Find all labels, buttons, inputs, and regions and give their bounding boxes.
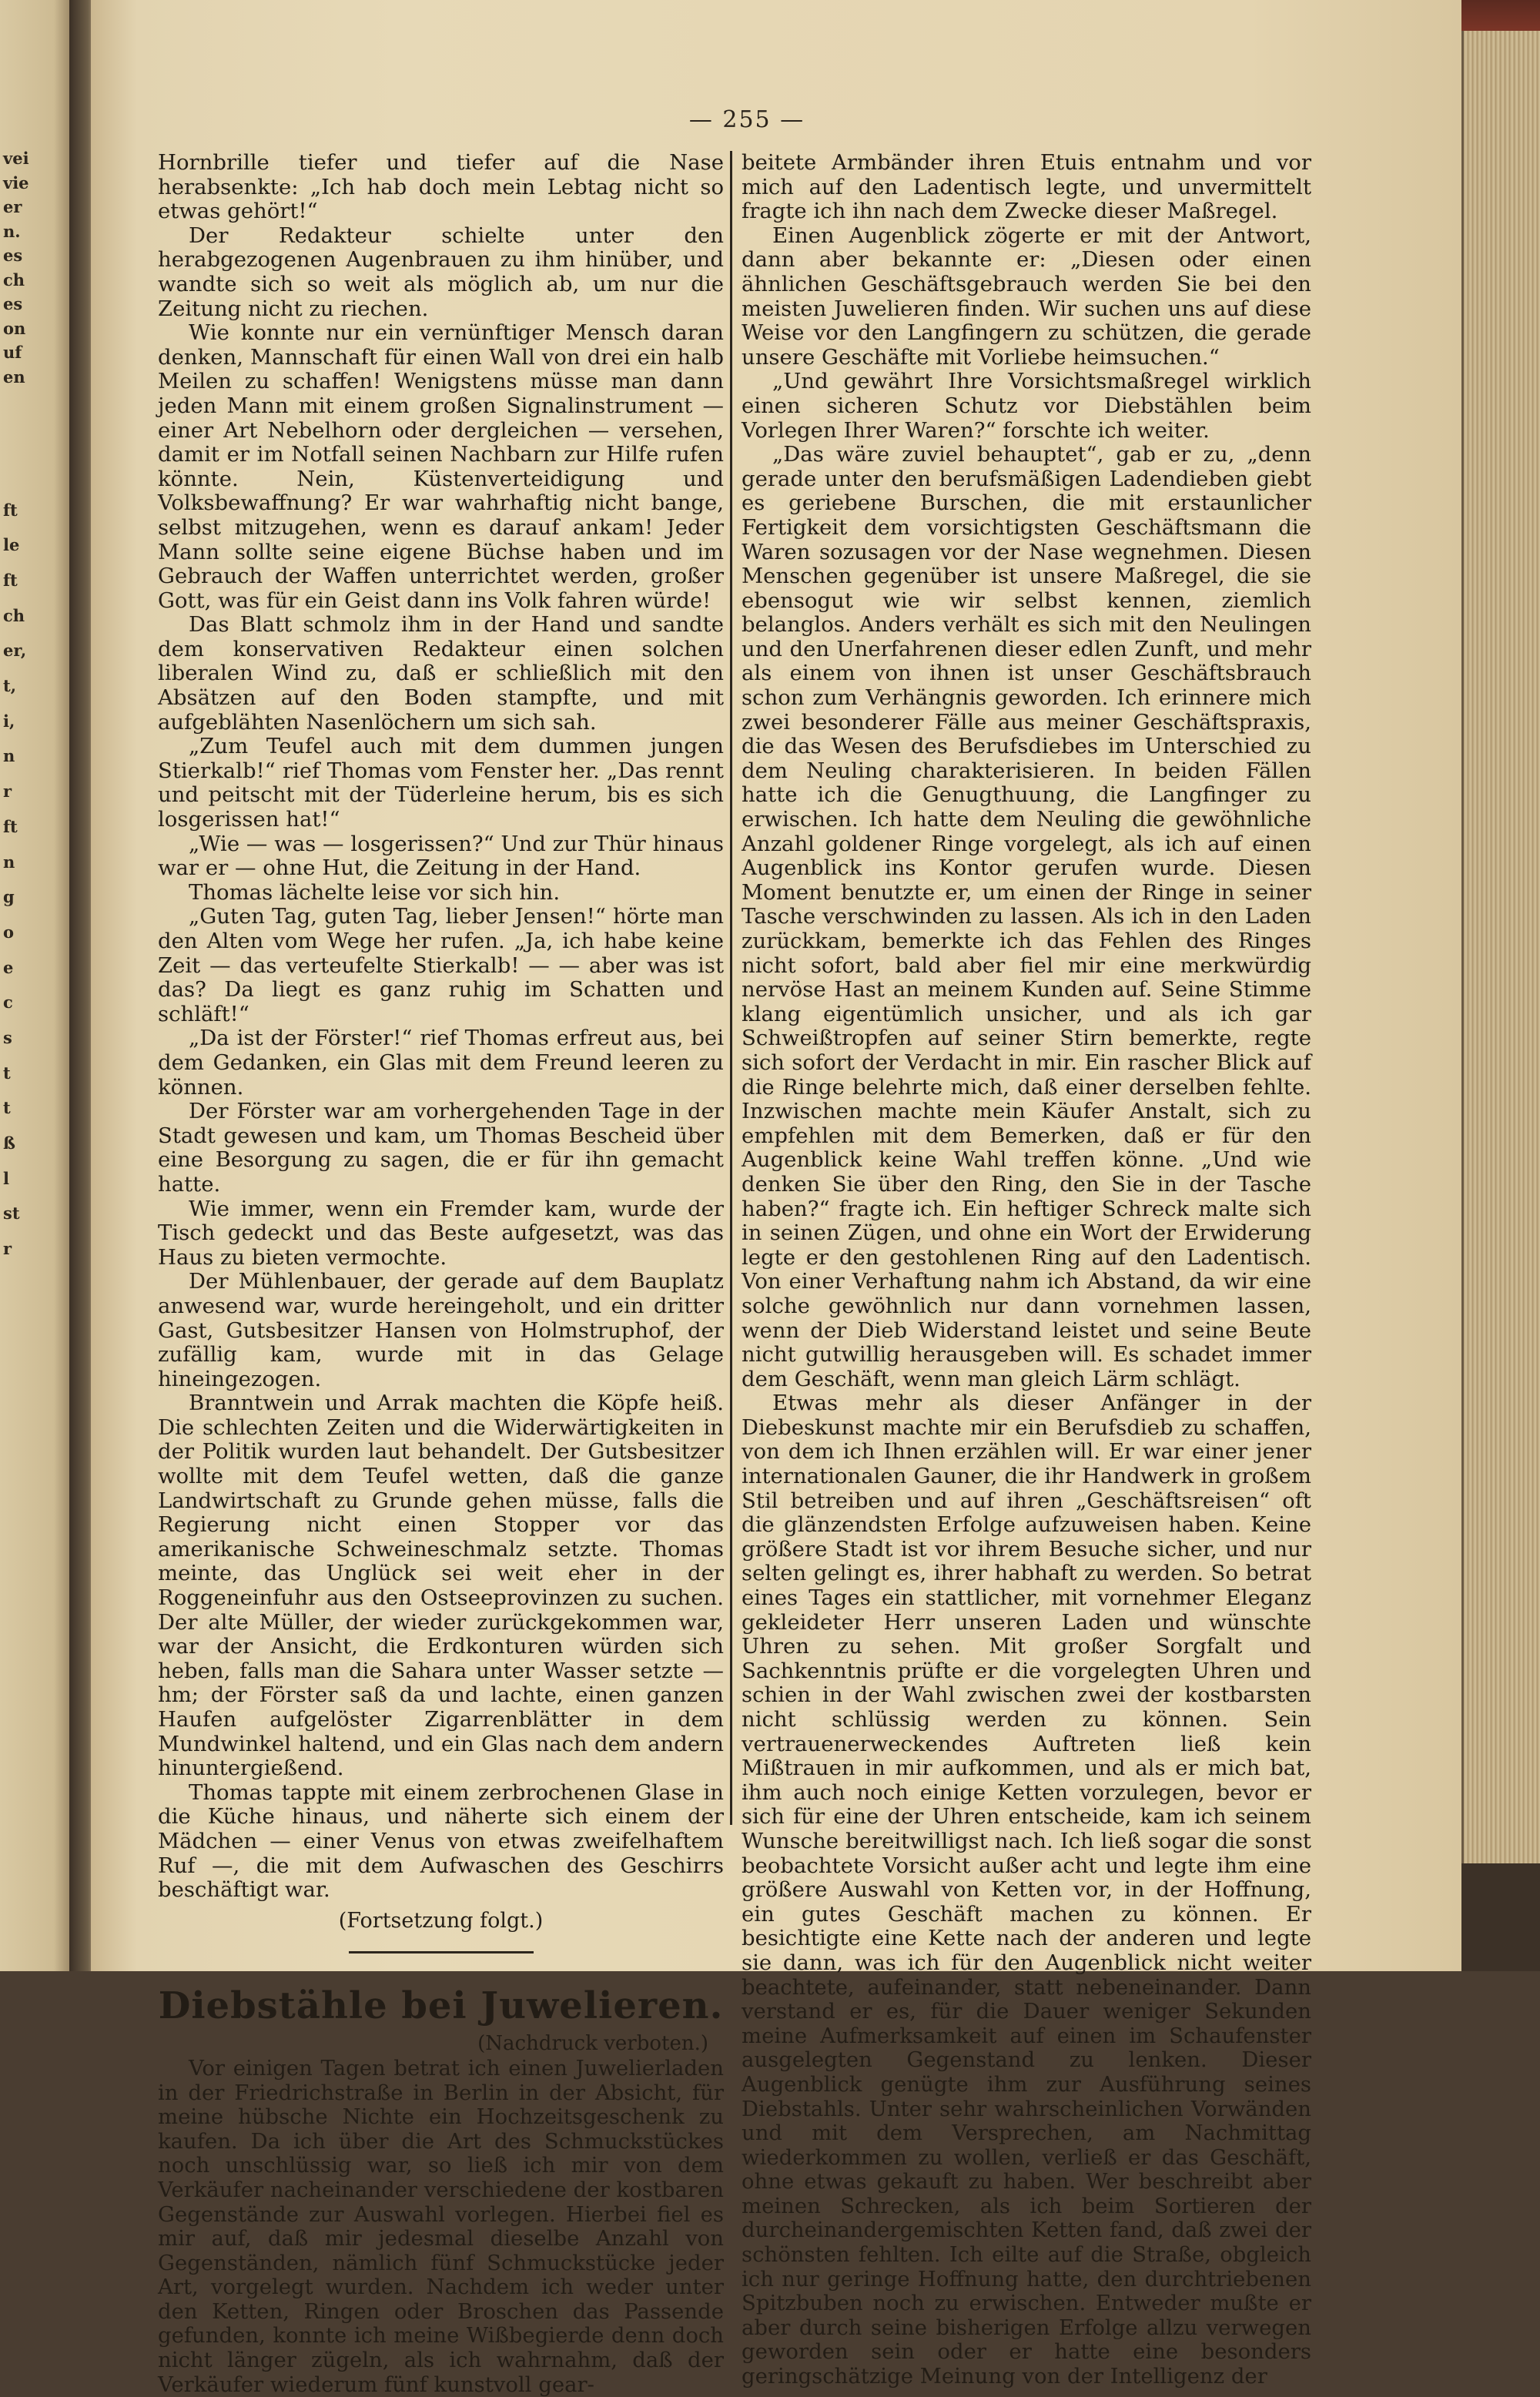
facing-page-fragment: n. (3, 221, 21, 241)
facing-page-fragment: n (3, 746, 15, 766)
paragraph: Einen Augenblick zögerte er mit der Antwort, dann aber bekannte er: „Diesen oder einen ähnlichen Geschäftsgebrauch werden Sie bei den meisten Juwelieren finden. Wir suchen uns auf diese Weise vor den Langfingern zu schützen, die gerade unsere Geschäfte mit Vorliebe heimsuchen.“ (742, 223, 1311, 370)
facing-page-fragment: st (3, 1204, 20, 1224)
facing-page-fragment: es (3, 246, 23, 265)
section-divider (349, 1951, 534, 1953)
page-number: — 255 — (688, 106, 805, 133)
paragraph: „Guten Tag, guten Tag, lieber Jensen!“ hörte man den Alten vom Wege her rufen. „Ja, ich habe keine Zeit — das verteufelte Stierkalb! — — aber was ist das? Da liegt es ganz ruhig im Schatten und schläft!“ (158, 904, 724, 1026)
facing-page-fragment: vie (3, 172, 29, 192)
facing-page-fragment: o (3, 922, 15, 942)
facing-page-fragment: e (3, 957, 14, 977)
facing-page-fragment: c (3, 993, 13, 1013)
facing-page-fragment: ft (3, 816, 18, 836)
facing-page-fragment: ft (3, 571, 18, 591)
facing-page-fragment: en (3, 367, 25, 387)
facing-page-fragment: er, (3, 641, 27, 661)
paragraph: Das Blatt schmolz ihm in der Hand und sandte dem konservativen Redakteur einen solchen liberalen Wind zu, daß er schließlich mit den Absätzen auf den Boden stampfte, und mit aufgeblähten Nasenlöchern um sich sah. (158, 612, 724, 735)
facing-page-fragment: g (3, 887, 15, 907)
facing-page-fragment: r (3, 782, 12, 802)
paragraph: „Da ist der Förster!“ rief Thomas erfreut aus, bei dem Gedanken, ein Glas mit dem Freund leeren zu können. (158, 1026, 724, 1100)
facing-page-fragment: on (3, 318, 26, 338)
continuation-note: (Fortsetzung folgt.) (338, 1908, 544, 1933)
facing-page-fragment: n (3, 852, 15, 872)
paragraph: Der Mühlenbauer, der gerade auf dem Bauplatz anwesend war, wurde hereingeholt, und ein dritter Gast, Gutsbesitzer Hansen von Holmstruphof, der zufällig kam, wurde mit in das Gelage hineingezogen. (158, 1269, 724, 1391)
paragraph: „Das wäre zuviel behauptet“, gab er zu, „denn gerade unter den berufsmäßigen Ladendieben giebt es geriebene Burschen, die mit erstaunlicher Fertigkeit dem vorsichtigsten Geschäftsmann die Waren sozusagen vor der Nase wegnehmen. Diesen Menschen gegenüber ist unsere Maßregel, die sie ebensogut wie wir selbst kennen, ziemlich belanglos. Anders verhält es sich mit den Neulingen und den Unerfahrenen dieser edlen Zunft, und mehr als einem von ihnen ist unser Geschäftsbrauch schon zum Verhängnis geworden. Ich erinnere mich zwei besonderer Fälle aus meiner Geschäftspraxis, die das Wesen des Berufsdiebes im Unterschied zu dem Neuling charakterisieren. In beiden Fällen hatte ich die Genugthuung, die Langfinger zu erwischen. Ich hatte dem Neuling die gewöhnliche Anzahl goldener Ringe vorgelegt, als ich auf einen Augenblick ins Kontor gerufen wurde. Diesen Moment benutzte er, um einen der Ringe in seiner Tasche verschwinden zu lassen. Als ich in den Laden zurückkam, bemerkte ich das Fehlen des Ringes nicht sofort, bald aber fiel mir eine merkwürdig nervöse Hast an meinem Kunden auf. Seine Stimme klang eigentümlich unsicher, und als ich gar Schweißtropfen auf seiner Stirn bemerkte, regte sich sofort der Verdacht in mir. Ein rascher Blick auf die Ringe belehrte mich, daß einer derselben fehlte. Inzwischen machte mein Käufer Anstalt, sich zu empfehlen mit dem Bemerken, daß er für den Augenblick keine Wahl treffen könne. „Und wie denken Sie über den Ring, den Sie in der Tasche haben?“ fragte ich. Ein heftiger Schreck malte sich in seinen Zügen, und ohne ein Wort der Erwiderung legte er den gestohlenen Ring auf den Ladentisch. Von einer Verhaftung nahm ich Abstand, da wir eine solche gewöhnlich nur dann vornehmen lassen, wenn der Dieb Widerstand leistet und seine Beute nicht gutwillig herausgeben will. Es schadet immer dem Geschäft, wenn man gleich Lärm schlägt. (742, 442, 1311, 1391)
facing-page-fragment: i, (3, 711, 15, 731)
book-bottom-shadow (1461, 1863, 1540, 1971)
paragraph: Thomas tappte mit einem zerbrochenen Glase in die Küche hinaus, und näherte sich einem der Mädchen — einer Venus von etwas zweifelhaftem Ruf —, die mit dem Aufwaschen des Geschirrs beschäftigt war. (158, 1779, 724, 1903)
facing-page-fragment: ch (3, 605, 25, 625)
column-divider (730, 151, 732, 1825)
paragraph: „Wie — was — losgerissen?“ Und zur Thür hinaus war er — ohne Hut, die Zeitung in der Hand. (158, 831, 724, 881)
paragraph: Der Förster war am vorhergehenden Tage in der Stadt gewesen und kam, um Thomas Bescheid über eine Besorgung zu sagen, die er für ihn gemacht hatte. (158, 1099, 724, 1197)
article-title: Diebstähle bei Juwelieren. (158, 1984, 724, 2028)
paragraph: Thomas lächelte leise vor sich hin. (189, 879, 561, 905)
facing-page-fragment: ß (3, 1133, 15, 1153)
facing-page-fragment: vei (3, 149, 29, 168)
facing-page-fragment: ch (3, 269, 25, 290)
paragraph: „Zum Teufel auch mit dem dummen jungen Stierkalb!“ rief Thomas vom Fenster her. „Das rennt und peitscht mit der Tüderleine herum, bis es sich losgerissen hat!“ (158, 734, 724, 832)
facing-page-fragment: l (3, 1168, 9, 1188)
facing-page-fragment: er (3, 197, 22, 216)
right-column (742, 151, 1311, 2389)
facing-page-edge (0, 0, 77, 1971)
paragraph: Hornbrille tiefer und tiefer auf die Nase herabsenkte: „Ich hab doch mein Lebtag nicht so etwas gehört!“ (158, 150, 724, 224)
paragraph: beitete Armbänder ihren Etuis entnahm und vor mich auf den Ladentisch legte, und unvermittelt fragte ich ihn nach dem Zwecke dieser Maßregel. (742, 150, 1311, 224)
facing-page-fragment: es (3, 294, 23, 313)
facing-page-fragment: s (3, 1027, 12, 1047)
facing-page-fragment: t (3, 1063, 11, 1083)
reprint-note: (Nachdruck verboten.) (477, 2032, 708, 2056)
facing-page-fragment: t, (3, 676, 17, 696)
page-edges (1461, 31, 1540, 1879)
paragraph: „Und gewährt Ihre Vorsichtsmaßregel wirklich einen sicheren Schutz vor Diebstählen beim Vorlegen Ihrer Waren?“ forschte ich weiter. (742, 369, 1311, 443)
paragraph: Etwas mehr als dieser Anfänger in der Diebeskunst machte mir ein Berufsdieb zu schaffen, von dem ich Ihnen erzählen will. Er war einer jener internationalen Gauner, die ihr Handwerk in großem Stil betreiben und auf ihren „Geschäftsreisen“ oft die glänzendsten Erfolge aufzuweisen haben. Keine größere Stadt ist vor ihrem Besuche sicher, und nur selten gelingt es, ihrer habhaft zu werden. So betrat eines Tages ein stattlicher, mit vornehmer Eleganz gekleideter Herr unseren Laden und wünschte Uhren zu sehen. Mit großer Sorgfalt und Sachkenntnis prüfte er die vorgelegten Uhren und schien in der Wahl zwischen zwei der kostbarsten nicht schlüssig werden zu können. Sein vertrauenerweckendes Auftreten ließ kein Mißtrauen in mir aufkommen, und als er mich bat, ihm auch noch einige Ketten vorzulegen, bevor er sich für eine der Uhren entscheide, kam ich seinem Wunsche bereitwilligst nach. Ich ließ sogar die sonst beobachtete Vorsicht außer acht und legte ihm eine größere Auswahl von Ketten vor, in der Hoffnung, ein gutes Geschäft machen zu können. Er besichtigte eine Kette nach der anderen und legte sie dann, was ich für den Augenblick nicht weiter beachtete, aufeinander, statt nebeneinander. Dann verstand er es, für die Dauer weniger Sekunden meine Aufmerksamkeit auf einen im Schaufenster ausgelegten Gegenstand zu lenken. Dieser Augenblick genügte ihm zur Ausführung seines Diebstahls. Unter sehr wahrscheinlichen Vorwänden und mit dem Versprechen, am Nachmittag wiederkommen zu wollen, verließ er das Geschäft, ohne etwas gekauft zu haben. Wer beschreibt aber meinen Schrecken, als ich beim Sortieren der durcheinandergemischten Ketten fand, daß zwei der schönsten fehlten. Ich eilte auf die Straße, obgleich ich nur geringe Hoffnung hatte, den durchtriebenen Spitzbuben noch zu erwischen. Entweder mußte er aber durch seine bisherigen Erfolge allzu verwegen geworden sein oder er hatte eine besonders geringschätzige Meinung von der Intelligenz der (742, 1391, 1311, 2389)
left-column (158, 151, 724, 2397)
facing-page-fragment: r (3, 1238, 12, 1258)
paragraph: Wie immer, wenn ein Fremder kam, wurde der Tisch gedeckt und das Beste aufgesetzt, was das Haus zu bieten vermochte. (158, 1196, 724, 1270)
facing-page-fragment: t (3, 1098, 11, 1118)
facing-page-fragment: le (3, 535, 20, 555)
paragraph: Vor einigen Tagen betrat ich einen Juwelierladen in der Friedrichstraße in Berlin in der Absicht, für meine hübsche Nichte ein Hochzeitsgeschenk zu kaufen. Da ich über die Art des Schmuckstückes noch unschlüssig war, so ließ ich mir von dem Verkäufer nacheinander verschiedene der kostbaren Gegenstände zur Auswahl vorlegen. Hierbei fiel es mir auf, daß mir jedesmal dieselbe Anzahl von Gegenständen, nämlich fünf Schmuckstücke jeder Art, vorgelegt wurden. Nachdem ich weder unter den Ketten, Ringen oder Broschen das Passende gefunden, konnte ich meine Wißbegierde denn doch nicht länger zügeln, als ich wahrnahm, daß der Verkäufer wiederum fünf kunstvoll gear- (158, 2055, 724, 2397)
paragraph: Der Redakteur schielte unter den herabgezogenen Augenbrauen zu ihm hinüber, und wandte sich so weit als möglich ab, um nur die Zeitung nicht zu riechen. (158, 223, 724, 321)
facing-page-fragment: ft (3, 500, 18, 520)
facing-page-fragment: uf (3, 343, 22, 362)
paragraph: Wie konnte nur ein vernünftiger Mensch daran denken, Mannschaft für einen Wall von drei ein halb Meilen zu schaffen! Wenigstens müsse man dann jeden Mann mit einem großen Signalinstrument — einer Art Nebelhorn oder dergleichen — versehen, damit er im Notfall seinen Nachbarn zur Hilfe rufen könnte. Nein, Küstenverteidigung und Volksbewaffnung? Er war wahrhaftig nicht bange, selbst mitzugehen, wenn es darauf ankam! Jeder Mann sollte seine eigene Büchse haben und im Gebrauch der Waffen unterrichtet werden, großer Gott, was für ein Geist dann ins Volk fahren würde! (158, 320, 724, 613)
paragraph: Branntwein und Arrak machten die Köpfe heiß. Die schlechten Zeiten und die Widerwärtigkeiten in der Politik wurden laut behandelt. Der Gutsbesitzer wollte mit dem Teufel wetten, daß die ganze Landwirtschaft zu Grunde gehen müsse, falls die Regierung nicht einen Stopper vor das amerikanische Schweineschmalz setzte. Thomas meinte, das Unglück sei weit eher in der Roggeneinfuhr aus den Ostseeprovinzen zu suchen. Der alte Müller, der wieder zurückgekommen war, war der Ansicht, die Erdkonturen würden sich heben, falls man die Sahara unter Wasser setzte — hm; der Förster saß da und lachte, einen ganzen Haufen aufgelöster Zigarrenblätter in dem Mundwinkel haltend, und ein Glas nach dem andern hinuntergießend. (158, 1391, 724, 1781)
